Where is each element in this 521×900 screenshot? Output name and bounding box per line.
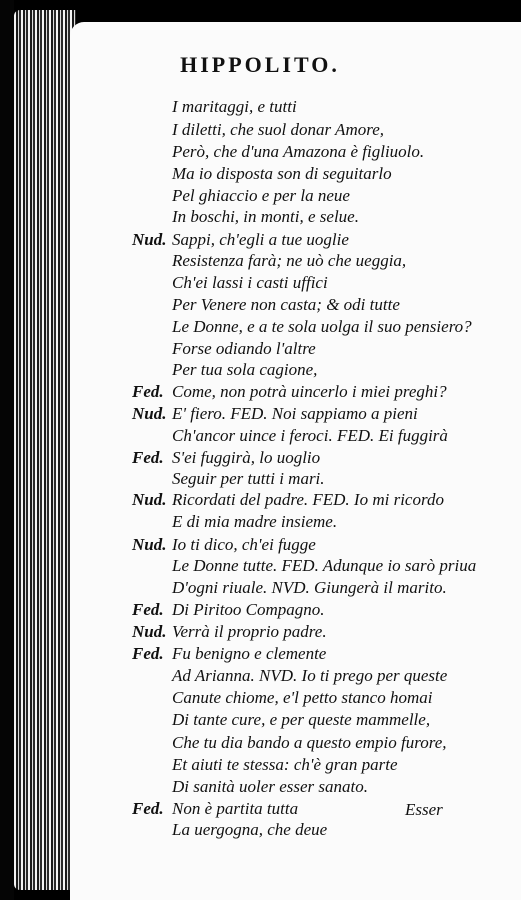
verse-line: E di mia madre insieme.: [172, 512, 338, 531]
page-edges: [14, 10, 76, 890]
verse-line: Ch'ei lassi i casti uffici: [172, 273, 328, 292]
verse-line: Le Donne tutte. FED. Adunque io sarò priua: [172, 556, 477, 575]
verse-line: Di sanità uoler esser sanato.: [172, 777, 368, 796]
verse-line: Io ti dico, ch'ei fugge: [172, 535, 316, 554]
verse-line: Di tante cure, e per queste mammelle,: [172, 710, 431, 729]
speaker-label: Nud.: [132, 622, 167, 641]
verse-line: I maritaggi, e tutti: [172, 97, 297, 116]
speaker-label: Nud.: [132, 535, 167, 554]
verse-line: Ch'ancor uince i feroci. FED. Ei fuggirà: [172, 426, 448, 445]
verse-line: In boschi, in monti, e selue.: [172, 207, 359, 226]
verse-line: Pel ghiaccio e per la neue: [172, 186, 350, 205]
verse-line: S'ei fuggirà, lo uoglio: [172, 448, 321, 467]
speaker-label: Nud.: [132, 490, 167, 509]
verse-line: Ricordati del padre. FED. Io mi ricordo: [172, 490, 444, 509]
speaker-label: Nud.: [132, 404, 167, 423]
verse-line: Resistenza farà; ne uò che ueggia,: [172, 251, 407, 270]
speaker-label: Nud.: [132, 230, 167, 249]
verse-line: Però, che d'una Amazona è figliuolo.: [172, 142, 425, 161]
verse-line: Ad Arianna. NVD. Io ti prego per queste: [172, 666, 448, 685]
verse-line: Et aiuti te stessa: ch'è gran parte: [172, 755, 398, 774]
speaker-label: Fed.: [132, 382, 164, 401]
verse-line: Non è partita tutta: [172, 799, 299, 818]
running-head: HIPPOLITO.: [180, 52, 340, 77]
verse-line: Che tu dia bando a questo empio furore,: [172, 733, 447, 752]
verse-line: Di Piritoo Compagno.: [172, 600, 325, 619]
speaker-label: Fed.: [132, 644, 164, 663]
verse-line: E' fiero. FED. Noi sappiamo a pieni: [172, 404, 418, 423]
verse-line: La uergogna, che deue: [172, 820, 328, 839]
verse-line: Ma io disposta son di seguitarlo: [172, 164, 392, 183]
verse-line: Canute chiome, e'l petto stanco homai: [172, 688, 433, 707]
verse-line: Per tua sola cagione,: [172, 360, 318, 379]
verse-line: Verrà il proprio padre.: [172, 622, 327, 641]
catchword: Esser: [405, 800, 443, 819]
speaker-label: Fed.: [132, 600, 164, 619]
verse-line: Seguir per tutti i mari.: [172, 469, 325, 488]
speaker-label: Fed.: [132, 799, 164, 818]
verse-line: I diletti, che suol donar Amore,: [172, 120, 385, 139]
verse-line: Le Donne, e a te sola uolga il suo pensiero?: [172, 317, 472, 336]
verse-line: Come, non potrà uincerlo i miei preghi?: [172, 382, 447, 401]
verse-line: Per Venere non casta; & odi tutte: [172, 295, 400, 314]
verse-line: D'ogni riuale. NVD. Giungerà il marito.: [172, 578, 447, 597]
verse-line: Fu benigno e clemente: [172, 644, 327, 663]
verse-line: Forse odiando l'altre: [172, 339, 316, 358]
verse-line: Sappi, ch'egli a tue uoglie: [172, 230, 349, 249]
book-binding: [0, 0, 14, 900]
speaker-label: Fed.: [132, 448, 164, 467]
